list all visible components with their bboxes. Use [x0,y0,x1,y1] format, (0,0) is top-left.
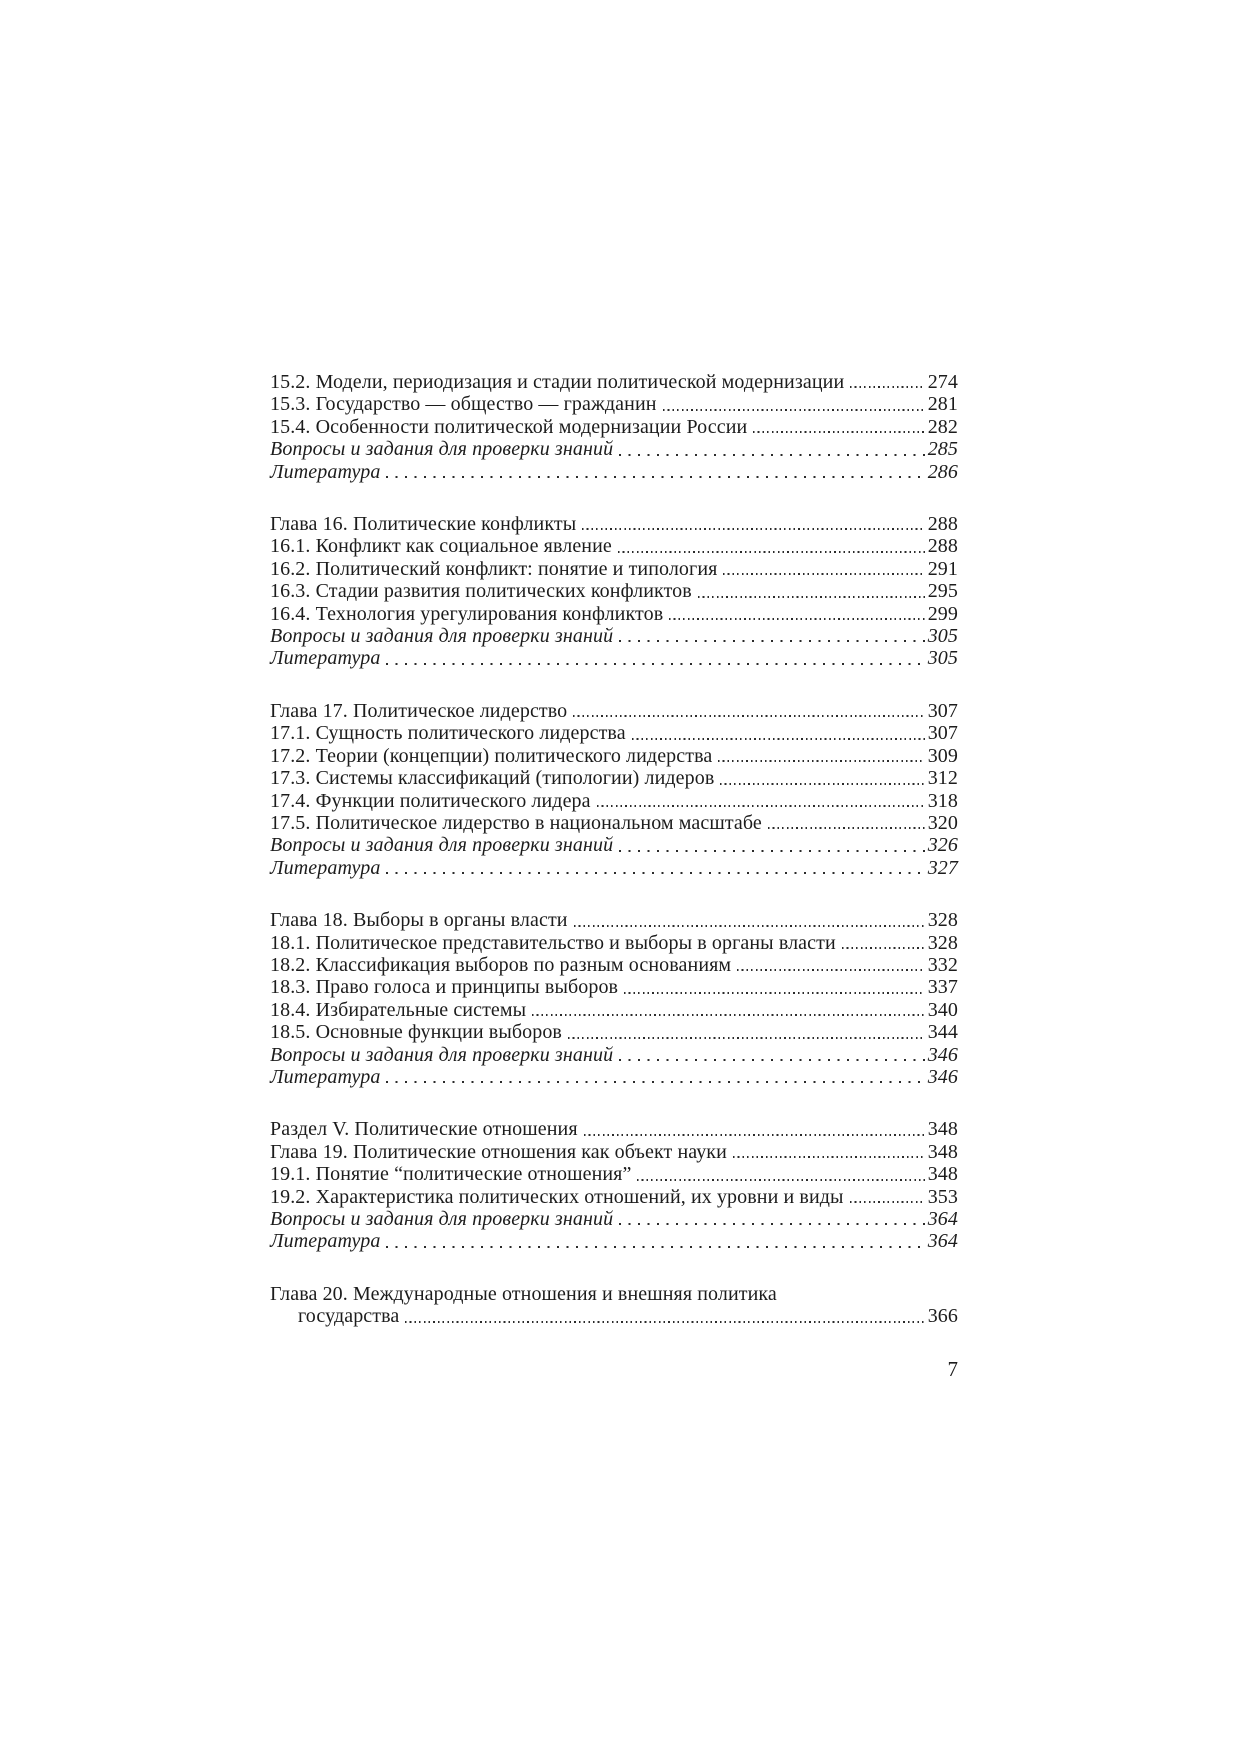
dot-leader [386,1246,924,1248]
dot-leader [624,992,925,994]
dot-leader [532,1014,925,1016]
toc-entry-label: 18.1. Политическое представительство и выборы в органы власти [270,931,836,954]
toc-entry-label: 18.4. Избирательные системы [270,998,527,1021]
toc-entry [270,834,958,856]
toc-entry [270,535,958,557]
toc-entry-label: 16.1. Конфликт как социальное явление [270,535,612,558]
toc-entry-label: Раздел V. Политические отношения [270,1118,578,1141]
table-of-contents [270,371,958,1328]
toc-entry-label: Литература [270,1065,381,1088]
dot-leader [619,640,925,642]
toc-entry-page: 326 [927,834,958,857]
toc-entry-label: 16.4. Технология урегулирования конфликтов [270,602,664,625]
toc-entry [270,932,958,954]
toc-entry-label: Вопросы и задания для проверки знаний [270,1043,614,1066]
toc-entry-label: Глава 16. Политические конфликты [270,513,577,536]
toc-entry [270,857,958,879]
toc-entry-page: 282 [927,415,958,438]
toc-entry [270,954,958,976]
toc-entry [270,1044,958,1066]
toc-entry-page: 353 [927,1185,958,1208]
toc-entry-label: 17.3. Системы классификаций (типологии) лидеров [270,767,715,790]
toc-entry-page: 307 [927,722,958,745]
toc-entry-page: 346 [927,1043,958,1066]
toc-entry-page: 348 [927,1140,958,1163]
toc-entry-page: 344 [927,1021,958,1044]
dot-leader [737,969,925,971]
toc-entry [270,1186,958,1208]
toc-entry-page: 307 [927,699,958,722]
toc-section [270,1283,958,1328]
toc-entry [270,1141,958,1163]
toc-entry-label: Литература [270,1230,381,1253]
toc-entry-label: 17.4. Функции политического лидера [270,789,591,812]
toc-entry-label: Глава 20. Международные отношения и внешняя политика [270,1282,777,1305]
toc-entry-page: 364 [927,1230,958,1253]
toc-entry [270,1283,958,1305]
toc-entry [270,1230,958,1252]
toc-entry-page: 288 [927,513,958,536]
toc-entry [270,625,958,647]
toc-entry-label: 15.2. Модели, периодизация и стадии политической модернизации [270,371,845,393]
toc-entry [270,812,958,834]
toc-entry-label: 15.4. Особенности политической модернизации России [270,415,748,438]
toc-entry [270,700,958,722]
toc-entry [270,438,958,460]
toc-entry-page: 366 [927,1305,958,1328]
toc-entry [270,999,958,1021]
toc-entry-label: Литература [270,856,381,879]
toc-entry-label: Вопросы и задания для проверки знаний [270,834,614,857]
toc-entry-page: 291 [927,557,958,580]
dot-leader [568,1037,925,1039]
toc-entry [270,580,958,602]
toc-entry-page: 318 [927,789,958,812]
toc-entry-label: 16.2. Политический конфликт: понятие и типология [270,557,718,580]
toc-entry-label: Вопросы и задания для проверки знаний [270,1208,614,1230]
toc-entry-label: 18.5. Основные функции выборов [270,1021,562,1044]
toc-entry-page: 337 [927,976,958,999]
dot-leader [597,805,925,807]
dot-leader [386,1081,924,1083]
dot-leader [632,738,925,740]
toc-entry-label: Глава 17. Политическое лидерство [270,699,568,722]
toc-entry-label: Глава 19. Политические отношения как объект науки [270,1140,727,1163]
dot-leader [850,386,924,388]
toc-entry-page: 346 [927,1065,958,1088]
toc-entry-label: 17.1. Сущность политического лидерства [270,722,626,745]
toc-section [270,1118,958,1252]
dot-leader [386,872,924,874]
toc-entry [270,1208,958,1230]
dot-leader [698,596,925,598]
toc-entry-page: 348 [927,1163,958,1186]
toc-entry-label: Вопросы и задания для проверки знаний [270,625,614,648]
dot-leader [733,1156,925,1158]
toc-entry [270,603,958,625]
toc-section [270,909,958,1088]
toc-entry [270,722,958,744]
dot-leader [582,528,924,530]
toc-entry-label: государства [298,1305,400,1328]
toc-entry-label: Вопросы и задания для проверки знаний [270,438,614,461]
toc-entry-label: 19.2. Характеристика политических отношений, их уровни и виды [270,1185,844,1208]
dot-leader [663,409,925,411]
dot-leader [386,476,924,478]
dot-leader [618,551,925,553]
toc-entry-label: 15.3. Государство — общество — гражданин [270,393,657,416]
dot-leader [768,827,925,829]
toc-entry-label: 19.1. Понятие “политические отношения” [270,1163,632,1186]
dot-leader [723,573,924,575]
toc-entry [270,909,958,931]
toc-entry-page: 288 [927,535,958,558]
toc-entry [270,745,958,767]
toc-entry-page: 281 [927,393,958,416]
dot-leader [619,850,925,852]
toc-entry-page: 348 [927,1118,958,1141]
toc-entry-page: 299 [927,602,958,625]
toc-entry-label: 18.3. Право голоса и принципы выборов [270,976,619,999]
dot-leader [619,1059,925,1061]
toc-entry-label: 17.2. Теории (концепции) политического лидерства [270,744,713,767]
toc-section [270,513,958,670]
toc-entry [270,1118,958,1140]
dot-leader [753,431,924,433]
toc-entry [270,371,958,393]
toc-entry [270,976,958,998]
toc-entry [270,513,958,535]
toc-entry-label: 16.3. Стадии развития политических конфликтов [270,580,692,603]
toc-entry-label: Глава 18. Выборы в органы власти [270,909,568,932]
toc-entry-page: 328 [927,909,958,932]
toc-entry-page: 309 [927,744,958,767]
toc-entry [270,558,958,580]
toc-entry-page: 305 [927,625,958,648]
toc-entry [270,461,958,483]
toc-entry [270,393,958,415]
toc-entry-page: 340 [927,998,958,1021]
dot-leader [669,618,924,620]
toc-entry-page: 285 [927,438,958,461]
toc-entry [270,1021,958,1043]
dot-leader [584,1134,925,1136]
toc-entry-label: 17.5. Политическое лидерство в национальном масштабе [270,811,762,834]
dot-leader [842,947,925,949]
toc-entry [270,767,958,789]
toc-entry-page: 286 [927,460,958,483]
dot-leader [574,925,925,927]
dot-leader [718,760,924,762]
page-number-footer: 7 [947,1357,958,1381]
dot-leader [386,663,924,665]
dot-leader [850,1201,925,1203]
toc-entry-page: 305 [927,647,958,670]
dot-leader [573,715,924,717]
toc-section [270,700,958,879]
toc-entry-page: 327 [927,856,958,879]
toc-entry [270,1163,958,1185]
dot-leader [405,1321,924,1323]
toc-entry-page: 320 [927,811,958,834]
toc-entry-page: 364 [927,1208,958,1230]
toc-entry-label: 18.2. Классификация выборов по разным основаниям [270,953,732,976]
toc-entry-label: Литература [270,460,381,483]
toc-entry-page: 274 [927,371,958,393]
dot-leader [720,783,924,785]
toc-entry [270,1305,958,1327]
toc-entry-label: Литература [270,647,381,670]
toc-entry-page: 328 [927,931,958,954]
toc-entry [270,647,958,669]
toc-entry [270,790,958,812]
dot-leader [637,1179,924,1181]
toc-entry [270,416,958,438]
dot-leader [619,1223,925,1225]
toc-section [270,371,958,483]
dot-leader [619,454,925,456]
toc-entry-page: 295 [927,580,958,603]
toc-entry-page: 312 [927,767,958,790]
toc-entry [270,1066,958,1088]
toc-entry-page: 332 [927,953,958,976]
